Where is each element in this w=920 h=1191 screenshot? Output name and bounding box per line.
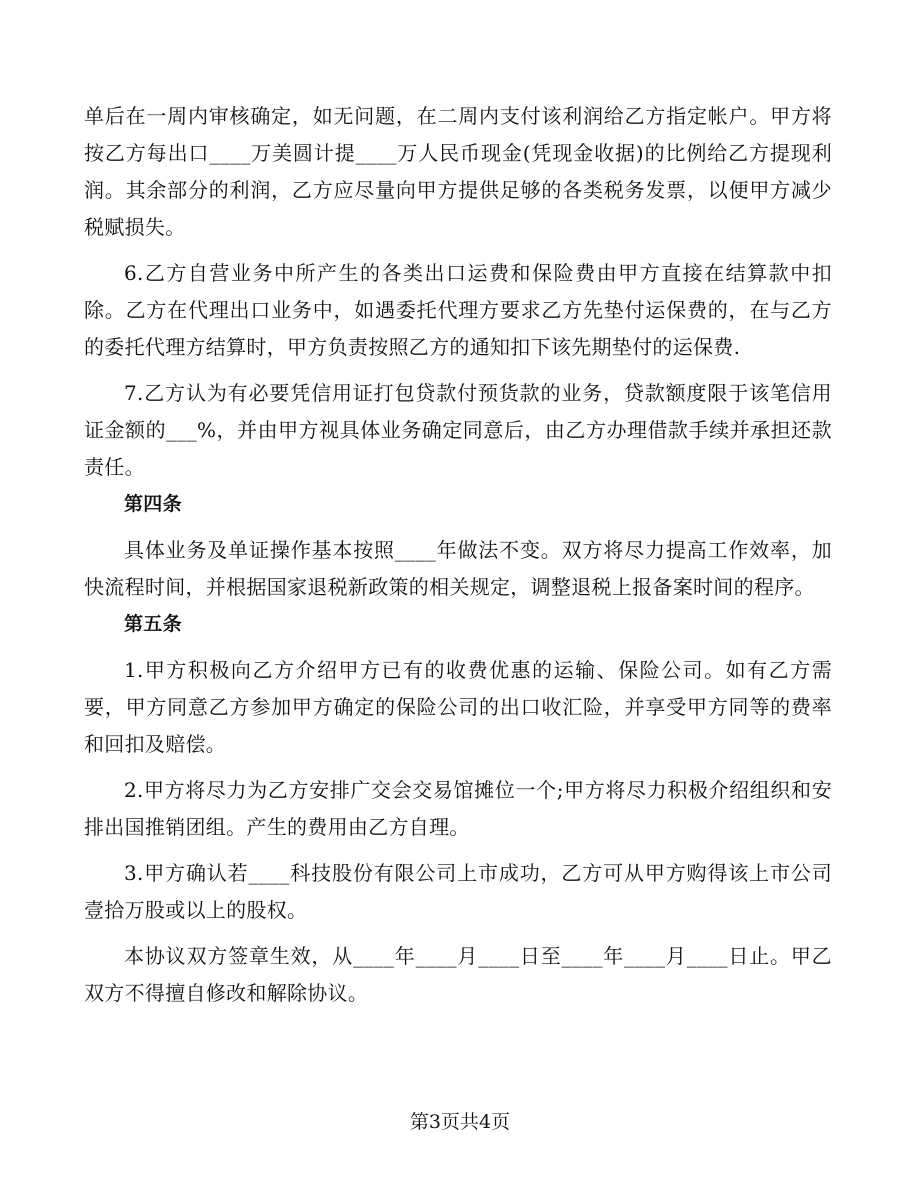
article-5-item-2: 2.甲方将尽力为乙方安排广交会交易馆摊位一个;甲方将尽力积极介绍组织和安排出国推销团组。产生的费用由乙方自理。 xyxy=(84,778,832,839)
paragraph-item-6: 6.乙方自营业务中所产生的各类出口运费和保险费由甲方直接在结算款中扣除。乙方在代理出口业务中，如遇委托代理方要求乙方先垫付运保费的，在与乙方的委托代理方结算时，甲方负责按照乙方的通知扣下该先期垫付的运保费. xyxy=(84,261,832,359)
closing-paragraph: 本协议双方签章生效，从____年____月____日至____年____月____日止。甲乙双方不得擅自修改和解除协议。 xyxy=(84,944,832,1005)
article-5-item-3: 3.甲方确认若____科技股份有限公司上市成功，乙方可从甲方购得该上市公司壹拾万股或以上的股权。 xyxy=(84,861,832,922)
document-body xyxy=(84,98,832,1012)
article-4-text: 具体业务及单证操作基本按照____年做法不变。双方将尽力提高工作效率，加快流程时间，并根据国家退税新政策的相关规定，调整退税上报备案时间的程序。 xyxy=(84,538,832,599)
page-number-footer: 第3页共4页 xyxy=(409,1111,511,1133)
paragraph-item-7: 7.乙方认为有必要凭信用证打包贷款付预货款的业务，贷款额度限于该笔信用证金额的___%，并由甲方视具体业务确定同意后，由乙方办理借款手续并承担还款责任。 xyxy=(84,381,832,479)
article-4-heading: 第四条 xyxy=(124,493,182,515)
article-5-item-1: 1.甲方积极向乙方介绍甲方已有的收费优惠的运输、保险公司。如有乙方需要，甲方同意乙方参加甲方确定的保险公司的出口收汇险，并享受甲方同等的费率和回扣及赔偿。 xyxy=(84,658,832,756)
article-5-heading: 第五条 xyxy=(124,613,182,635)
paragraph-continuation: 单后在一周内审核确定，如无问题，在二周内支付该利润给乙方指定帐户。甲方将按乙方每出口____万美圆计提____万人民币现金(凭现金收据)的比例给乙方提现利润。其余部分的利润，乙方应尽量向甲方提供足够的各类税务发票，以便甲方减少税赋损失。 xyxy=(84,104,832,239)
